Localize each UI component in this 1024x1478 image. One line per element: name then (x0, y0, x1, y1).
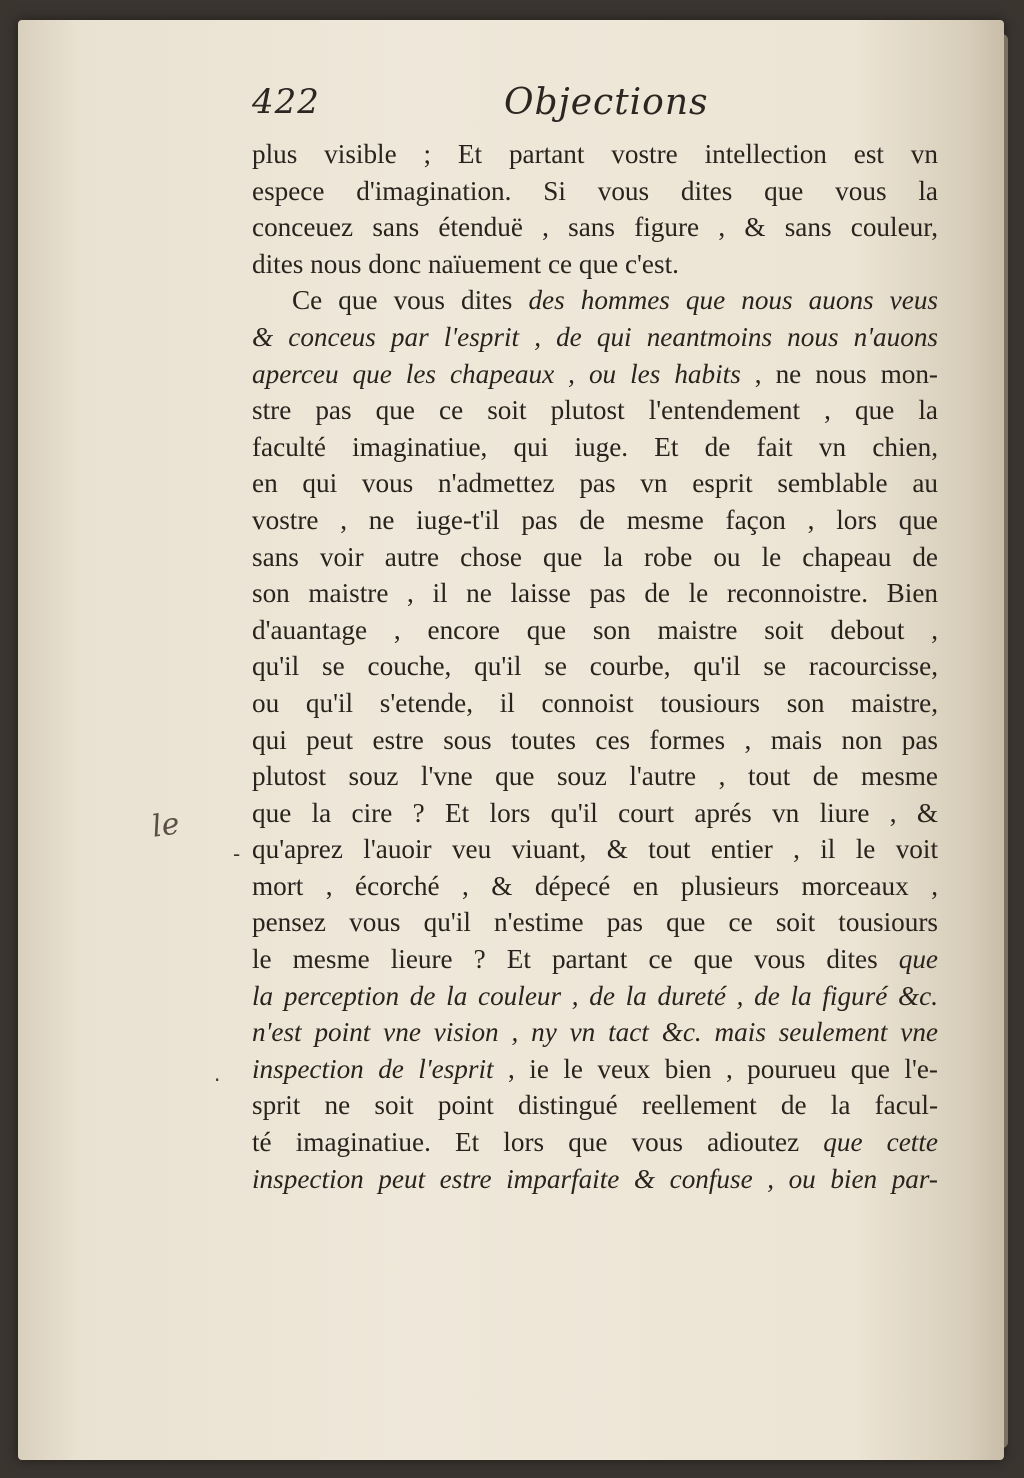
text-line (252, 831, 938, 868)
text-segment: Ce que vous dites (292, 285, 529, 316)
text-line (252, 612, 938, 649)
text-line (252, 282, 938, 319)
text-segment: faculté imaginatiue, qui iuge. Et de fait vn chien, (252, 431, 938, 462)
text-line (252, 575, 938, 612)
text-segment: son maistre , il ne laisse pas de le reconnoistre. Bien (252, 578, 938, 609)
text-segment: té imaginatiue. Et lors que vous adioutez (252, 1127, 824, 1158)
text-segment: sprit ne soit point distingué reellement de la facul- (252, 1090, 938, 1121)
text-segment: conceuez sans étenduë , sans figure , & sans couleur, (252, 212, 938, 243)
italic-text-segment: aperceu que les chapeaux , ou les habits (252, 358, 741, 389)
text-line (252, 246, 938, 283)
italic-text-segment: la perception de la couleur , de la dureté , de la figuré &c. (252, 980, 938, 1011)
text-line (252, 868, 938, 905)
text-segment: le mesme lieure ? Et partant ce que vous dites (252, 944, 899, 975)
text-line (252, 795, 938, 832)
page-number: 422 (252, 82, 320, 122)
text-line (252, 904, 938, 941)
text-line (252, 356, 938, 393)
text-segment: ou qu'il s'etende, il connoist tousiours son maistre, (252, 687, 938, 718)
text-segment: sans voir autre chose que la robe ou le chapeau de (252, 541, 938, 572)
text-line (252, 1014, 938, 1051)
italic-text-segment: inspection peut estre imparfaite & confuse , ou bien par- (252, 1163, 938, 1194)
text-line (252, 173, 938, 210)
text-segment: plus visible ; Et partant vostre intellection est vn (252, 139, 938, 169)
text-line (252, 978, 938, 1015)
running-title: Objections (504, 82, 709, 123)
text-line (252, 465, 938, 502)
text-line (252, 1051, 938, 1088)
text-line (252, 209, 938, 246)
text-segment: dites nous donc naïuement ce que c'est. (252, 248, 679, 279)
text-line (252, 136, 938, 173)
text-line (252, 758, 938, 795)
text-line (252, 1087, 938, 1124)
text-segment: plutost souz l'vne que souz l'autre , tout de mesme (252, 761, 938, 792)
text-line (252, 392, 938, 429)
text-line (252, 648, 938, 685)
italic-text-segment: des hommes que nous auons veus (528, 285, 938, 316)
italic-text-segment: inspection de l'esprit (252, 1053, 494, 1084)
text-segment: d'auantage , encore que son maistre soit debout , (252, 614, 938, 645)
text-line (252, 429, 938, 466)
text-segment: pensez vous qu'il n'estime pas que ce soit tousiours (252, 907, 938, 938)
text-segment: vostre , ne iuge-t'il pas de mesme façon , lors que (252, 504, 938, 535)
margin-mark: · (214, 1068, 221, 1092)
text-segment: en qui vous n'admettez pas vn esprit semblable au (252, 468, 938, 499)
text-line (252, 502, 938, 539)
text-line (252, 1161, 938, 1198)
text-segment: qui peut estre sous toutes ces formes , mais non pas (252, 724, 938, 755)
margin-mark: - (233, 842, 241, 866)
text-line (252, 1124, 938, 1161)
text-segment: , ne nous mon- (740, 358, 938, 389)
text-segment: stre pas que ce soit plutost l'entendement , que la (252, 395, 938, 426)
italic-text-segment: que cette (823, 1127, 938, 1158)
text-segment: , ie le veux bien , pourueu que l'e- (493, 1053, 938, 1084)
text-segment: qu'aprez l'auoir veu viuant, & tout entier , il le voit (252, 834, 938, 865)
text-line (252, 722, 938, 759)
italic-text-segment: & conceus par l'esprit , de qui neantmoins nous n'auons (252, 321, 938, 352)
text-line (252, 941, 938, 978)
italic-text-segment: n'est point vne vision , ny vn tact &c. mais seulement vne (252, 1017, 938, 1048)
text-segment: mort , écorché , & dépecé en plusieurs morceaux , (252, 870, 938, 901)
body-text (252, 136, 938, 1197)
margin-annotation: le (149, 806, 182, 845)
text-line (252, 685, 938, 722)
italic-text-segment: que (898, 944, 938, 975)
text-line (252, 319, 938, 356)
text-segment: qu'il se couche, qu'il se courbe, qu'il se racourcisse, (252, 651, 938, 682)
text-segment: espece d'imagination. Si vous dites que vous la (252, 175, 938, 206)
text-line (252, 539, 938, 576)
running-head (252, 82, 942, 132)
text-segment: que la cire ? Et lors qu'il court aprés vn liure , & (252, 797, 938, 828)
